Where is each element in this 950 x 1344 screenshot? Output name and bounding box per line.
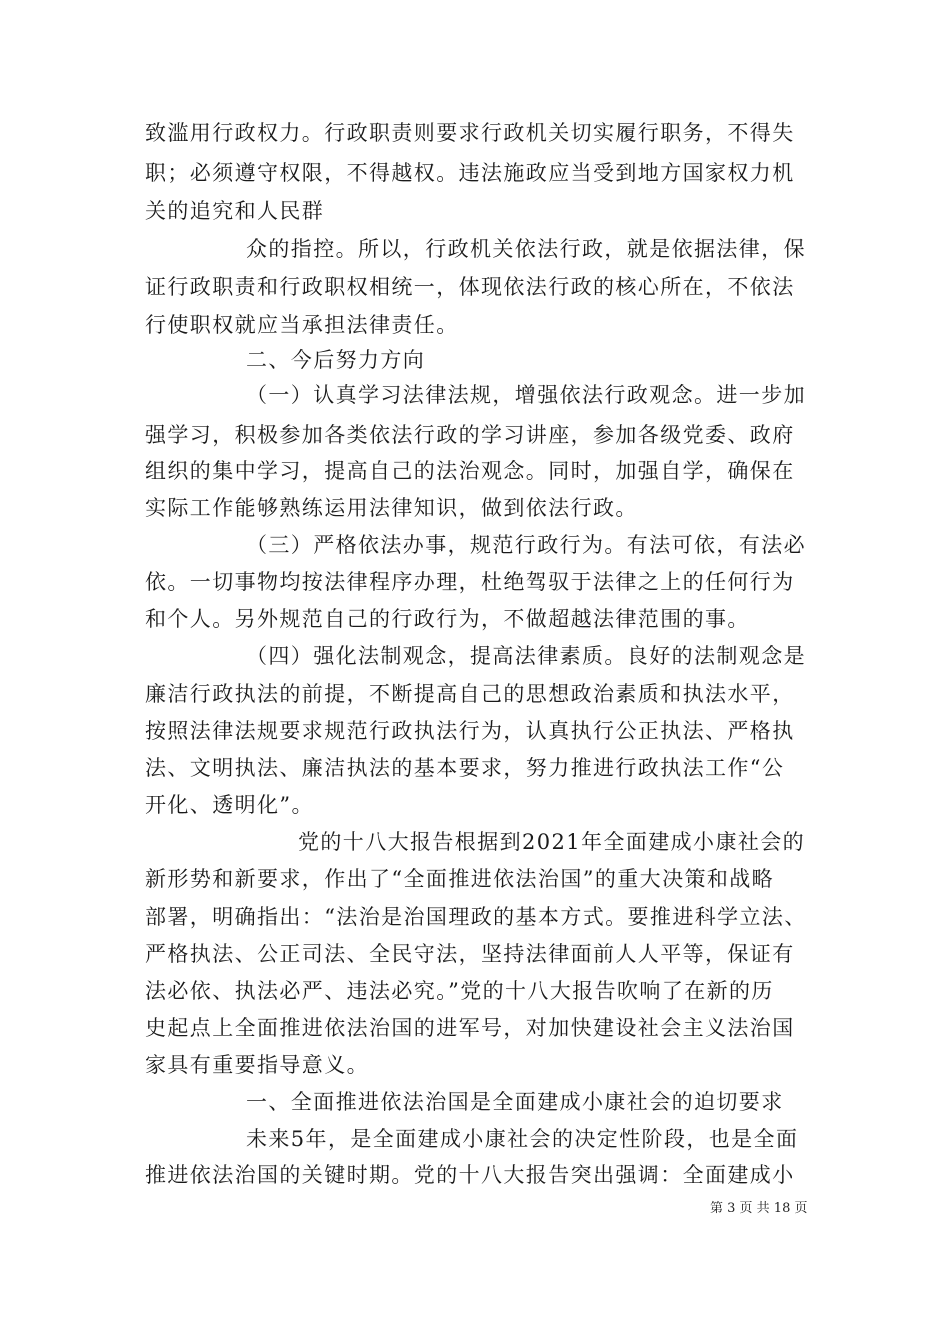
text-line: 致滥用行政权力。行政职责则要求行政机关切实履行职务，不得失 (145, 121, 795, 145)
text-line: 廉洁行政执法的前提，不断提高自己的思想政治素质和执法水平， (145, 682, 795, 706)
text-line: 未来5年，是全面建成小康社会的决定性阶段，也是全面 (246, 1127, 799, 1151)
text-line: （三）严格依法办事，规范行政行为。有法可依，有法必 (246, 533, 806, 557)
text-line: 法、文明执法、廉洁执法的基本要求，努力推进行政执法工作“公 (145, 756, 785, 780)
text-line: 行使职权就应当承担法律责任。 (145, 313, 459, 337)
text-line: 按照法律法规要求规范行政执法行为，认真执行公正执法、严格执 (145, 719, 795, 743)
text-line: （一）认真学习法律法规，增强依法行政观念。进一步加 (246, 383, 806, 407)
section-heading: 一、全面推进依法治国是全面建成小康社会的迫切要求 (246, 1090, 784, 1114)
text-line: 和个人。另外规范自己的行政行为，不做超越法律范围的事。 (145, 607, 750, 631)
text-line: 法必依、执法必严、违法必究。”党的十八大报告吹响了在新的历 (145, 979, 774, 1003)
text-line: 推进依法治国的关键时期。党的十八大报告突出强调：全面建成小 (145, 1163, 795, 1187)
page-number: 第 3 页 共 18 页 (710, 1201, 808, 1216)
text-line: （四）强化法制观念，提高法律素质。良好的法制观念是 (246, 644, 806, 668)
text-line: 关的追究和人民群 (145, 199, 325, 223)
text-line: 众的指控。所以，行政机关依法行政，就是依据法律，保 (246, 237, 806, 261)
text-line: 党的十八大报告根据到2021年全面建成小康社会的 (298, 830, 806, 854)
text-line: 史起点上全面推进依法治国的进军号，对加快建设社会主义法治国 (145, 1016, 795, 1040)
text-line: 组织的集中学习，提高自己的法治观念。同时，加强自学，确保在 (145, 459, 795, 483)
text-line: 开化、透明化”。 (145, 793, 314, 817)
text-line: 职；必须遵守权限，不得越权。违法施政应当受到地方国家权力机 (145, 161, 795, 185)
text-line: 部署，明确指出：“法治是治国理政的基本方式。要推进科学立法、 (145, 905, 807, 929)
section-heading: 二、今后努力方向 (246, 348, 426, 372)
text-line: 证行政职责和行政职权相统一，体现依法行政的核心所在，不依法 (145, 275, 795, 299)
text-line: 强学习，积极参加各类依法行政的学习讲座，参加各级党委、政府 (145, 423, 795, 447)
text-line: 实际工作能够熟练运用法律知识，做到依法行政。 (145, 496, 638, 520)
text-line: 新形势和新要求，作出了“全面推进依法治国”的重大决策和战略 (145, 867, 775, 891)
text-line: 家具有重要指导意义。 (145, 1053, 369, 1077)
text-line: 严格执法、公正司法、全民守法，坚持法律面前人人平等，保证有 (145, 942, 795, 966)
text-line: 依。一切事物均按法律程序办理，杜绝驾驭于法律之上的任何行为 (145, 570, 795, 594)
